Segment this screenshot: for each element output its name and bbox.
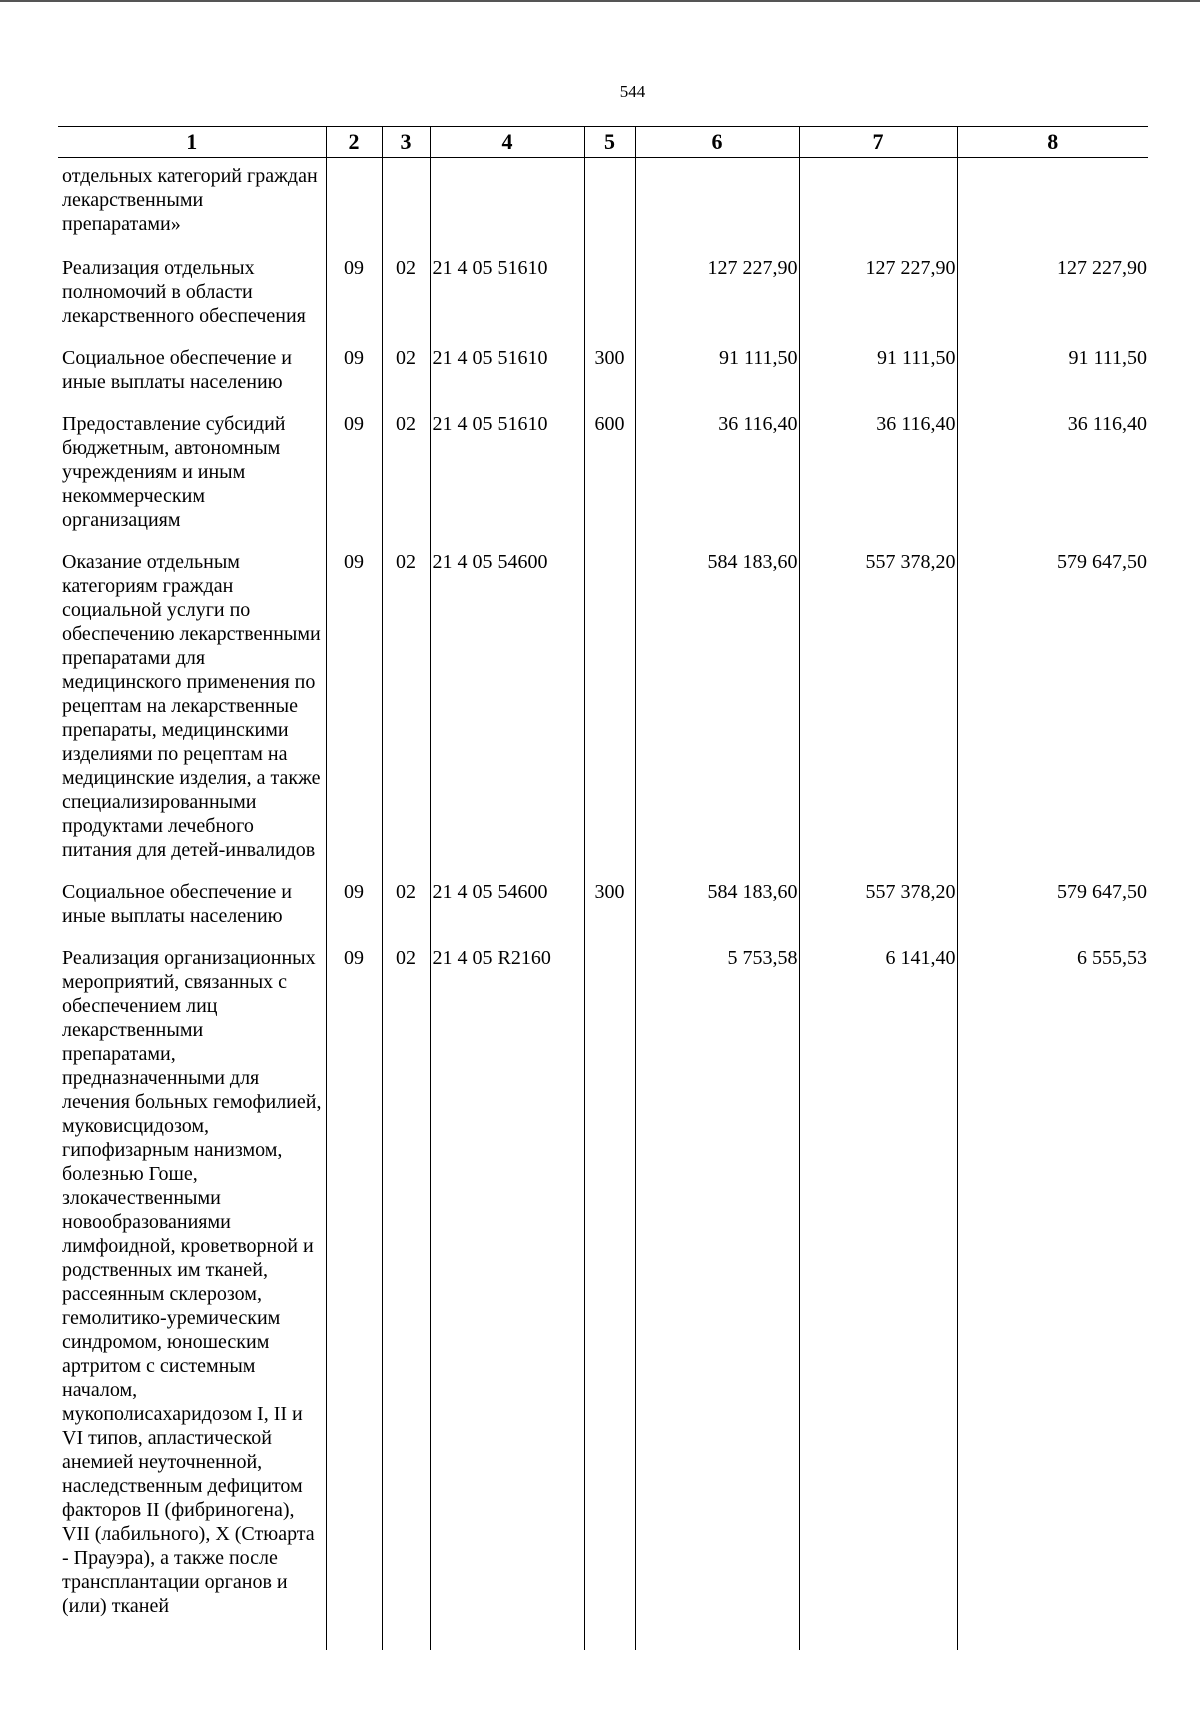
row-amount-col6: 127 227,90	[635, 252, 799, 342]
row-amount-col7	[799, 158, 957, 253]
row-section: 09	[326, 546, 382, 876]
table-row	[58, 408, 1148, 546]
row-amount-col6	[635, 158, 799, 253]
row-name: Социальное обеспечение и иные выплаты населению	[58, 342, 326, 408]
row-target-article: 21 4 05 R2160	[430, 942, 584, 1632]
row-amount-col8: 579 647,50	[957, 876, 1148, 942]
col-header-6: 6	[635, 127, 799, 158]
row-amount-col8: 127 227,90	[957, 252, 1148, 342]
row-amount-col6: 5 753,58	[635, 942, 799, 1632]
col-header-4: 4	[430, 127, 584, 158]
col-header-1: 1	[58, 127, 326, 158]
header-row	[58, 127, 1148, 158]
row-target-article: 21 4 05 51610	[430, 342, 584, 408]
row-amount-col8: 91 111,50	[957, 342, 1148, 408]
row-amount-col6: 584 183,60	[635, 546, 799, 876]
row-name: Предоставление субсидий бюджетным, автономным учреждениям и иным некоммерческим организациям	[58, 408, 326, 546]
row-amount-col8	[957, 158, 1148, 253]
row-amount-col7: 557 378,20	[799, 546, 957, 876]
row-name: Реализация отдельных полномочий в области лекарственного обеспечения	[58, 252, 326, 342]
col-header-2: 2	[326, 127, 382, 158]
row-section: 09	[326, 942, 382, 1632]
row-amount-col6: 36 116,40	[635, 408, 799, 546]
row-subsection: 02	[382, 942, 430, 1632]
row-amount-col7: 91 111,50	[799, 342, 957, 408]
row-amount-col7: 557 378,20	[799, 876, 957, 942]
table-row	[58, 876, 1148, 942]
row-amount-col8: 6 555,53	[957, 942, 1148, 1632]
row-target-article	[430, 158, 584, 253]
row-expense-type	[584, 942, 635, 1632]
row-amount-col6: 91 111,50	[635, 342, 799, 408]
row-amount-col8: 36 116,40	[957, 408, 1148, 546]
row-expense-type	[584, 546, 635, 876]
row-section: 09	[326, 342, 382, 408]
table-row	[58, 546, 1148, 876]
row-amount-col7: 127 227,90	[799, 252, 957, 342]
row-name: Реализация организационных мероприятий, связанных с обеспечением лиц лекарственными препаратами, предназначенными для лечения больных гемофилией, муковисцидозом, гипофизарным нанизмом, болезнью Гоше, злокачественными новообразованиями лимфоидной, кроветворной и родственных им тканей, рассеянным склерозом, гемолитико-уремическим синдромом, юношеским артритом с системным началом, мукополисахаридозом I, II и VI типов, апластической анемией неуточненной, наследственным дефицитом факторов II (фибриногена), VII (лабильного), X (Стюарта - Прауэра), а также после трансплантации органов и (или) тканей	[58, 942, 326, 1632]
row-amount-col7: 36 116,40	[799, 408, 957, 546]
scan-top-edge	[0, 0, 1200, 2]
row-target-article: 21 4 05 51610	[430, 408, 584, 546]
row-amount-col8: 579 647,50	[957, 546, 1148, 876]
row-expense-type: 300	[584, 876, 635, 942]
row-target-article: 21 4 05 51610	[430, 252, 584, 342]
row-section: 09	[326, 408, 382, 546]
row-expense-type: 600	[584, 408, 635, 546]
row-name: отдельных категорий граждан лекарственными препаратами»	[58, 158, 326, 253]
row-subsection: 02	[382, 876, 430, 942]
row-target-article: 21 4 05 54600	[430, 546, 584, 876]
row-section: 09	[326, 252, 382, 342]
row-subsection: 02	[382, 342, 430, 408]
row-target-article: 21 4 05 54600	[430, 876, 584, 942]
row-expense-type	[584, 158, 635, 253]
row-subsection: 02	[382, 252, 430, 342]
table-row	[58, 158, 1148, 253]
table-row	[58, 252, 1148, 342]
row-subsection: 02	[382, 546, 430, 876]
row-expense-type	[584, 252, 635, 342]
budget-table	[58, 126, 1148, 1650]
row-amount-col7: 6 141,40	[799, 942, 957, 1632]
row-subsection: 02	[382, 408, 430, 546]
page-number: 544	[619, 82, 646, 101]
col-header-7: 7	[799, 127, 957, 158]
table-row	[58, 342, 1148, 408]
row-name: Оказание отдельным категориям граждан социальной услуги по обеспечению лекарственными препаратами для медицинского применения по рецептам на лекарственные препараты, медицинскими изделиями по рецептам на медицинские изделия, а также специализированными продуктами лечебного питания для детей-инвалидов	[58, 546, 326, 876]
col-header-3: 3	[382, 127, 430, 158]
row-name: Социальное обеспечение и иные выплаты населению	[58, 876, 326, 942]
row-section	[326, 158, 382, 253]
row-subsection	[382, 158, 430, 253]
table-row	[58, 942, 1148, 1632]
row-section: 09	[326, 876, 382, 942]
row-expense-type: 300	[584, 342, 635, 408]
col-header-5: 5	[584, 127, 635, 158]
col-header-8: 8	[957, 127, 1148, 158]
row-amount-col6: 584 183,60	[635, 876, 799, 942]
table-filler-row	[58, 1632, 1148, 1650]
